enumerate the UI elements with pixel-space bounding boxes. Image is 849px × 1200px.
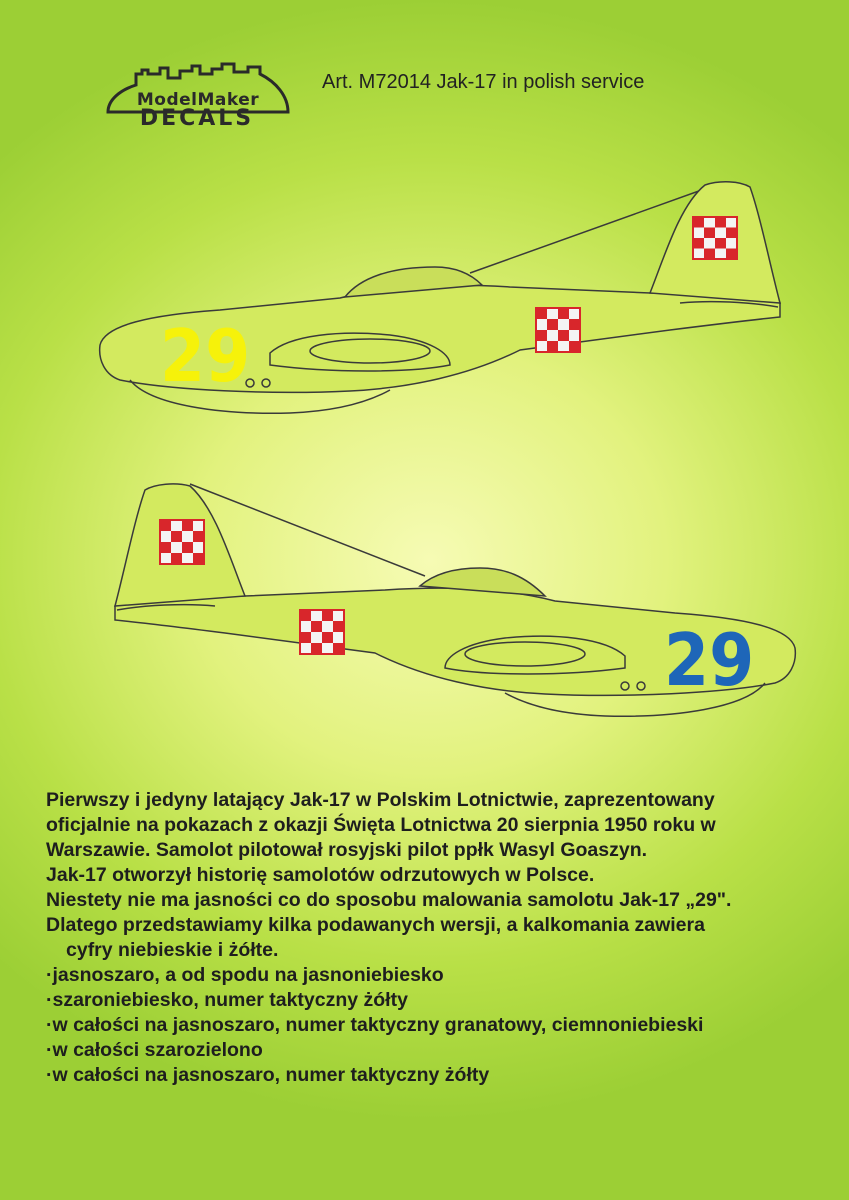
modelmaker-logo (100, 60, 295, 135)
description-line: oficjalnie na pokazach z okazji Święta Lotnictwa 20 sierpnia 1950 roku w (46, 814, 716, 836)
description-line: Jak-17 otworzył historię samolotów odrzutowych w Polsce. (46, 864, 595, 886)
description-line: Dlatego przedstawiamy kilka podawanych wersji, a kalkomania zawiera (46, 914, 705, 936)
variant-item: ·jasnoszaro, a od spodu na jasnoniebiesko (46, 964, 444, 986)
variant-list (46, 963, 836, 1088)
variant-item: ·w całości na jasnoszaro, numer taktyczny żółty (46, 1064, 490, 1086)
variant-item: ·w całości szarozielono (46, 1039, 263, 1061)
description-line: cyfry niebieskie i żółte. (66, 939, 279, 961)
description-line: Warszawie. Samolot pilotował rosyjski pilot ppłk Wasyl Goaszyn. (46, 839, 648, 861)
roundel-fin (693, 217, 737, 259)
tactical-number-blue: 29 (664, 618, 755, 702)
article-title: Art. M72014 Jak-17 in polish service (322, 71, 645, 93)
roundel-fuselage (300, 610, 344, 654)
description-line: Pierwszy i jedyny latający Jak-17 w Polskim Lotnictwie, zaprezentowany (46, 789, 715, 811)
logo-subtitle: DECALS (139, 106, 255, 131)
logo-wordmark: ModelMaker (136, 90, 260, 110)
variant-item: ·w całości na jasnoszaro, numer taktyczny granatowy, ciemnoniebieski (46, 1014, 704, 1036)
roundel-fin (160, 520, 204, 564)
variant-item: ·szaroniebiesko, numer taktyczny żółty (46, 989, 408, 1011)
description-line: Niestety nie ma jasności co do sposobu malowania samolotu Jak-17 „29". (46, 889, 732, 911)
description-block (46, 788, 836, 1088)
tactical-number-yellow: 29 (160, 314, 251, 398)
roundel-fuselage (536, 308, 580, 352)
